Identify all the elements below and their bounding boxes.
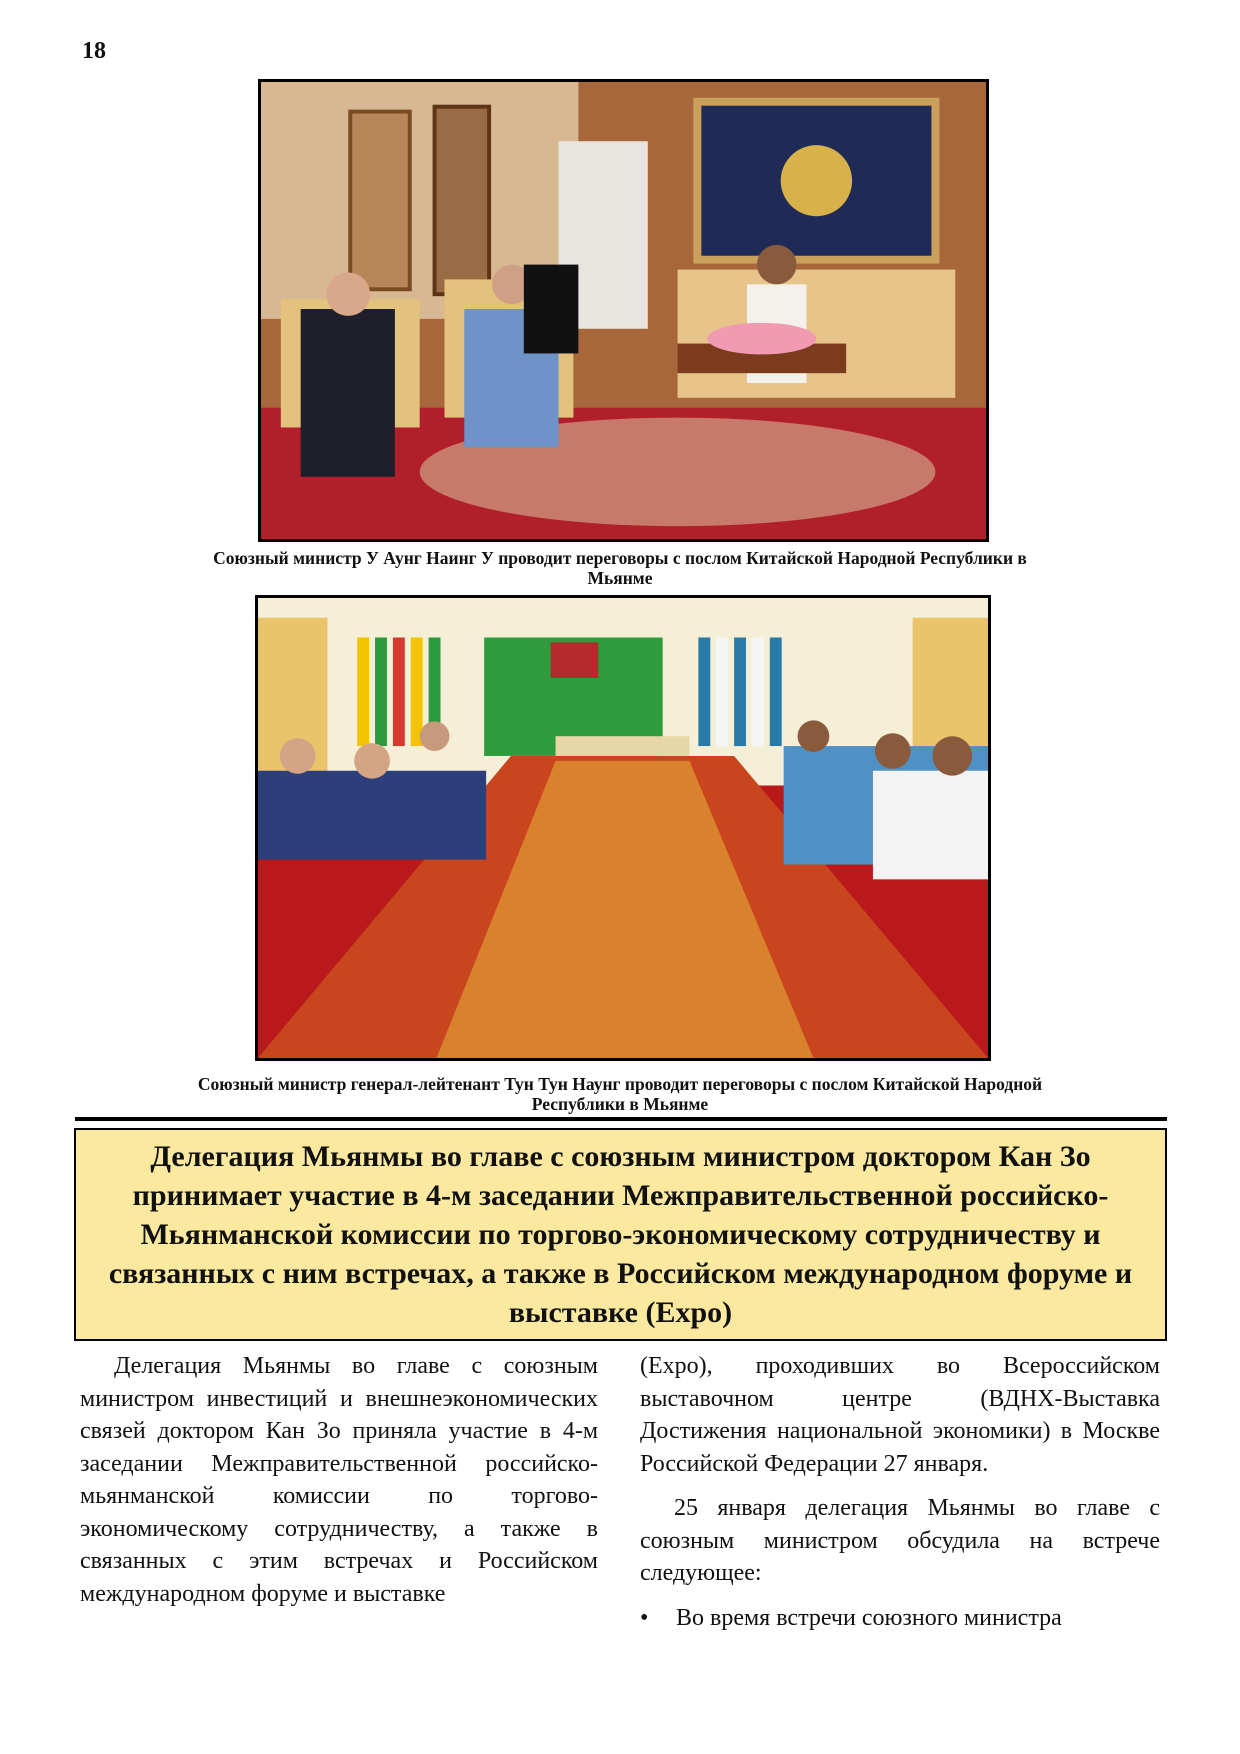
article-column-left [80, 1350, 598, 1622]
photo-meeting-ambassador-1 [258, 79, 989, 542]
article-bullet [640, 1602, 1160, 1635]
bullet-mark: • [640, 1604, 649, 1631]
photo-meeting-ambassador-2 [255, 595, 991, 1061]
photo-caption-1: Союзный министр У Аунг Наинг У проводит переговоры с послом Китайской Народной Республики в Мьянме [213, 548, 1027, 588]
article-paragraph: 25 января делегация Мьянмы во главе с союзным министром обсудила на встрече следующее: [640, 1495, 1160, 1586]
article-paragraph: Делегация Мьянмы во главе с союзным министром инвестиций и внешнеэкономических связей доктором Кан Зо приняла участие в 4-м заседании Межправительственной российско-мьянманской комиссии по торгово-экономическому сотрудничеству, а также в связанных с этим встречах и Российском международном форуме и выставке [80, 1353, 598, 1607]
article-headline: Делегация Мьянмы во главе с союзным министром доктором Кан Зо принимает участие в 4-м заседании Межправительственной российско-Мьянманской комиссии по торгово-экономическому сотрудничеству и связанных с ним встречах, а также в Российском международном форуме и выставке (Expo) [108, 1140, 1133, 1329]
article-paragraph: (Expo), проходивших во Всероссийском выставочном центре (ВДНХ-Выставка Достижения национальной экономики) в Москве Российской Федерации 27 января. [640, 1353, 1160, 1477]
page-number: 18 [82, 38, 106, 64]
section-divider [75, 1117, 1167, 1121]
bullet-text: Во время встречи союзного министра [676, 1604, 1062, 1631]
article-column-right [640, 1350, 1160, 1646]
headline-box [74, 1128, 1167, 1341]
photo-caption-2: Союзный министр генерал-лейтенант Тун Тун Наунг проводит переговоры с послом Китайской Народной Республики в Мьянме [197, 1074, 1043, 1114]
